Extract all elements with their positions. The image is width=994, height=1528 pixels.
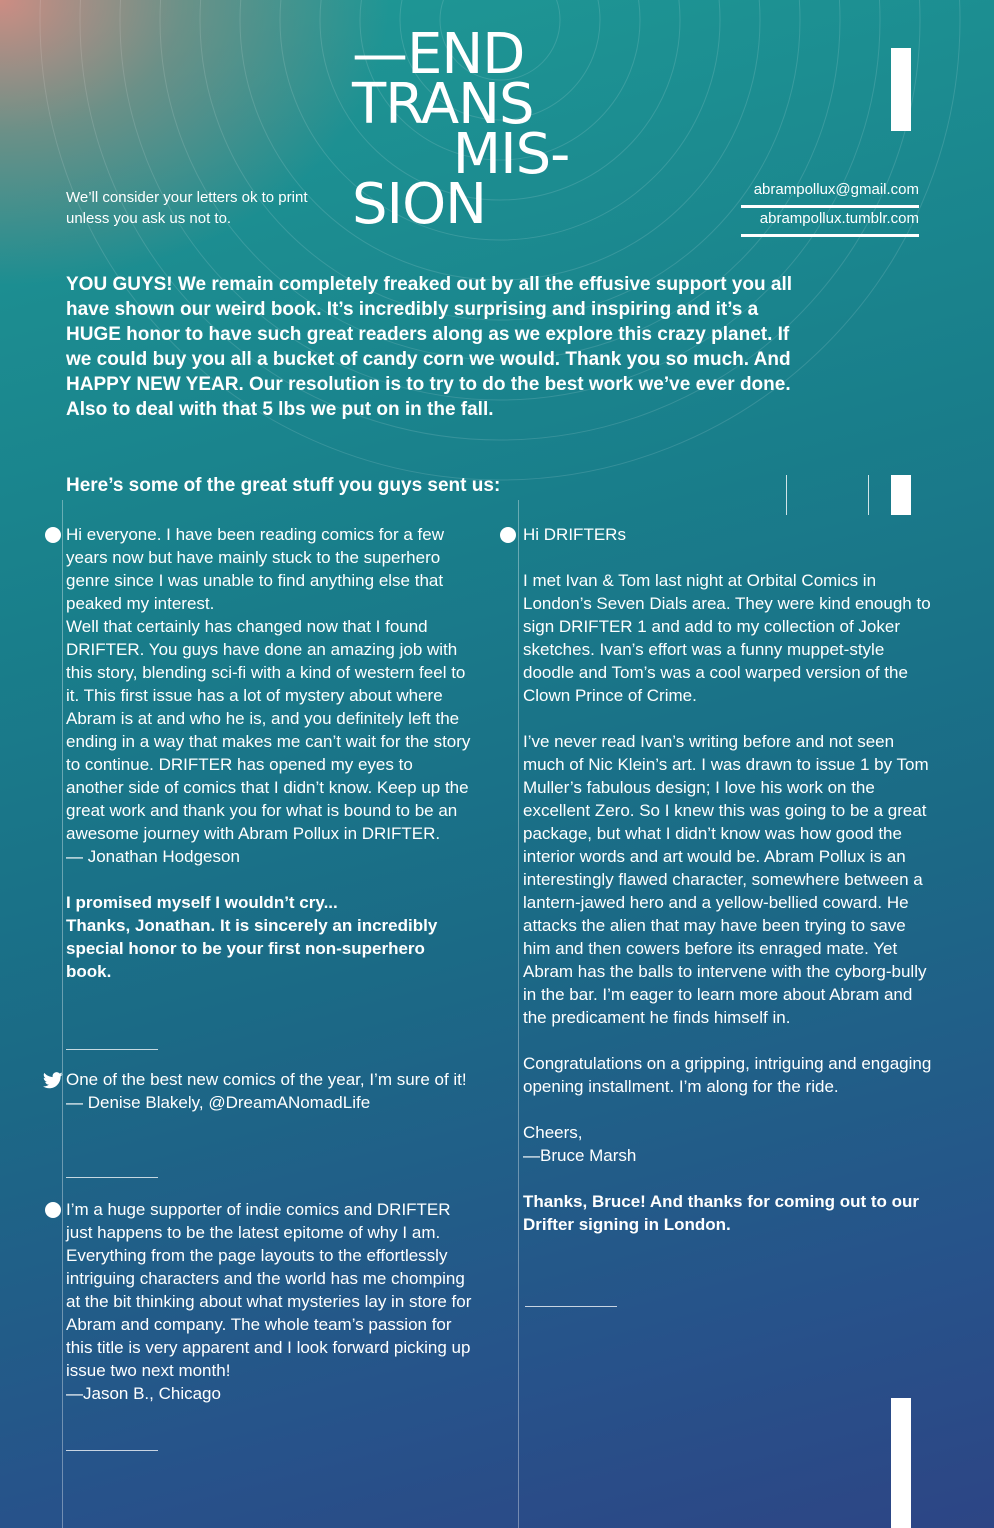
letter-signature: —Bruce Marsh [523, 1146, 637, 1165]
left-guide-line [62, 500, 63, 1528]
note-line-2: unless you ask us not to. [66, 210, 232, 227]
letter-paragraph: Well that certainly has changed now that I found DRIFTER. You guys have done an amazing job with this story, blending sci-fi with a kind of western feel to it. This first issue has a lot of mystery about where Abram is at and who he is, and you definitely left the ending in a way that makes me can’t wait for the story to continue. DRIFTER has opened my eyes to another side of comics that I didn’t know. Keep up the great work and thank you for what is bound to be an awesome journey with Abram Pollux in DRIFTER. [66, 617, 471, 843]
letter-jonathan [66, 523, 474, 983]
thin-bar-1 [786, 475, 787, 515]
letter-closing: Cheers, [523, 1123, 583, 1142]
mid-right-bar [891, 475, 911, 515]
letter-bruce [523, 523, 933, 1236]
divider [66, 1177, 158, 1178]
title-line-2: TRANS [352, 72, 534, 137]
bullet-icon [500, 527, 516, 543]
letter-signature: — Jonathan Hodgeson [66, 847, 240, 866]
twitter-bird-icon [43, 1072, 63, 1089]
letters-subheading: Here’s some of the great stuff you guys sent us: [66, 475, 501, 496]
tweet-text: One of the best new comics of the year, I’m sure of it! [66, 1070, 467, 1089]
note-line-1: We’ll consider your letters ok to print [66, 189, 308, 206]
editor-reply: I promised myself I wouldn’t cry... [66, 893, 338, 912]
center-guide-line [518, 500, 519, 1528]
letter-greeting: Hi DRIFTERs [523, 525, 626, 544]
thin-bar-2 [868, 475, 869, 515]
letter-paragraph: Congratulations on a gripping, intriguing and engaging opening installment. I’m along for the ride. [523, 1054, 932, 1096]
title-line-1: —END [352, 22, 525, 87]
letter-paragraph: Hi everyone. I have been reading comics for a few years now but have mainly stuck to the superhero genre since I was unable to find anything else that peaked my interest. [66, 525, 444, 613]
divider [66, 1049, 158, 1050]
print-permission-note [66, 187, 336, 229]
bullet-icon [45, 527, 61, 543]
website-link[interactable]: abrampollux.tumblr.com [741, 209, 919, 237]
title-line-3: MIS- [352, 122, 570, 187]
page-title [352, 22, 652, 237]
editor-reply: Thanks, Bruce! And thanks for coming out to our Drifter signing in London. [523, 1192, 920, 1234]
tweet-denise [66, 1068, 474, 1114]
divider [525, 1306, 617, 1307]
intro-paragraph: YOU GUYS! We remain completely freaked out by all the effusive support you all have shown our weird book. It’s incredibly surprising and inspiring and it’s a HUGE honor to have such great readers along as we explore this crazy planet. If we could buy you all a bucket of candy corn we would. Thank you so much. And HAPPY NEW YEAR. Our resolution is to try to do the best work we’ve ever done. Also to deal with that 5 lbs we put on in the fall. [66, 274, 793, 420]
bottom-right-bar [891, 1398, 911, 1528]
bullet-icon [45, 1202, 61, 1218]
letter-paragraph: I’m a huge supporter of indie comics and DRIFTER just happens to be the latest epitome of why I am. Everything from the page layouts to the effortlessly intriguing characters and the world has me chomping at the bit thinking about what mysteries lay in store for Abram and company. The whole team’s passion for this title is very apparent and I look forward picking up issue two next month! [66, 1200, 472, 1380]
editor-reply: Thanks, Jonathan. It is sincerely an incredibly special honor to be your first non-superhero book. [66, 916, 438, 981]
email-link[interactable]: abrampollux@gmail.com [741, 180, 919, 208]
divider [66, 1450, 158, 1451]
letter-paragraph: I’ve never read Ivan’s writing before and not seen much of Nic Klein’s art. I was drawn to issue 1 by Tom Muller’s fabulous design; I love his work on the excellent Zero. So I knew this was going to be a great package, but what I didn’t know was how good the interior words and art would be. Abram Pollux is an interestingly flawed character, somewhere between a lantern-jawed hero and a yellow-bellied coward. He attacks the alien that may have been trying to save him and then cowers before its enraged mate. Yet Abram has the balls to intervene with the cyborg-bully in the bar. I’m eager to learn more about Abram and the predicament he finds himself in. [523, 732, 929, 1027]
title-line-4: SION [352, 172, 487, 237]
letter-paragraph: I met Ivan & Tom last night at Orbital Comics in London’s Seven Dials area. They were kind enough to sign DRIFTER 1 and add to my collection of Joker sketches. Ivan’s effort was a funny muppet-style doodle and Tom’s was a cool warped version of the Clown Prince of Crime. [523, 571, 931, 705]
top-right-bar [891, 48, 911, 131]
letter-jason [66, 1198, 474, 1405]
letter-signature: —Jason B., Chicago [66, 1384, 221, 1403]
tweet-signature: — Denise Blakely, @DreamANomadLife [66, 1093, 371, 1112]
